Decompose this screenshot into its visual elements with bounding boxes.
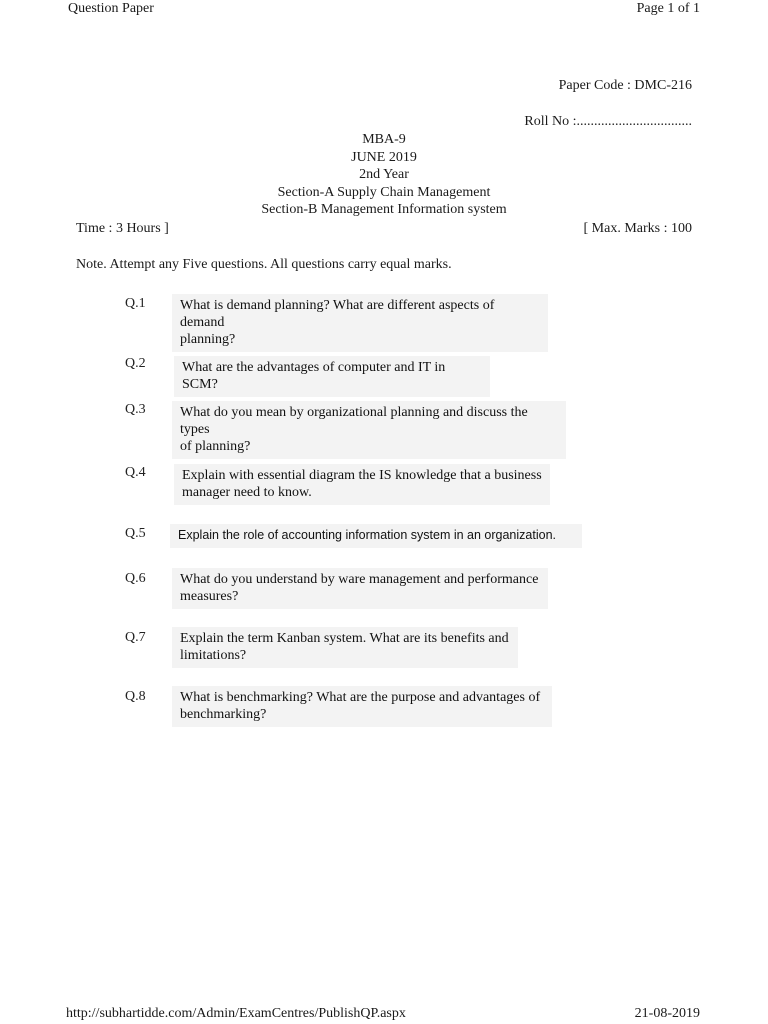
paper-code: Paper Code : DMC-216 — [558, 78, 692, 93]
question-line: manager need to know. — [182, 485, 312, 500]
question-text — [172, 568, 548, 609]
question-line: Explain the role of accounting information system in an organization. — [178, 528, 556, 542]
section-a-title: Section-A Supply Chain Management — [277, 184, 491, 200]
question-number: Q.4 — [125, 465, 146, 480]
question-number: Q.5 — [125, 526, 146, 541]
question-text — [172, 401, 566, 459]
question-number: Q.2 — [125, 356, 146, 371]
question-line: Explain with essential diagram the IS knowledge that a business — [182, 468, 542, 483]
question-text — [170, 524, 582, 548]
time-allowed: Time : 3 Hours ] — [76, 221, 169, 236]
footer-url: http://subhartidde.com/Admin/ExamCentres/PublishQP.aspx — [66, 1006, 406, 1021]
exam-session: JUNE 2019 — [351, 149, 417, 165]
question-text — [174, 464, 550, 505]
question-line: planning? — [180, 332, 236, 347]
question-line: What do you mean by organizational planning and discuss the types — [180, 405, 528, 437]
question-text — [172, 627, 518, 668]
question-line: measures? — [180, 589, 239, 604]
section-b-title: Section-B Management Information system — [261, 202, 507, 217]
question-number: Q.3 — [125, 402, 146, 417]
course-name: MBA-9 — [362, 132, 406, 147]
question-text — [172, 294, 548, 352]
question-line: What is demand planning? What are different aspects of demand — [180, 298, 495, 330]
footer-date: 21-08-2019 — [634, 1006, 700, 1021]
page-number: Page 1 of 1 — [636, 1, 700, 16]
exam-title-block — [0, 131, 768, 219]
question-line: Explain the term Kanban system. What are its benefits and — [180, 631, 509, 646]
question-line: of planning? — [180, 439, 251, 454]
max-marks: [ Max. Marks : 100 — [583, 221, 692, 236]
page-header-title: Question Paper — [68, 1, 154, 16]
question-line: What do you understand by ware management and performance — [180, 572, 539, 587]
instructions-note: Note. Attempt any Five questions. All questions carry equal marks. — [76, 257, 452, 272]
roll-no: Roll No :................................. — [524, 114, 692, 129]
question-number: Q.8 — [125, 689, 146, 704]
exam-year: 2nd Year — [359, 167, 409, 182]
question-text — [172, 686, 552, 727]
question-number: Q.7 — [125, 630, 146, 645]
question-line: limitations? — [180, 648, 247, 663]
question-text — [174, 356, 490, 397]
question-line: What is benchmarking? What are the purpose and advantages of — [180, 690, 541, 705]
question-number: Q.6 — [125, 571, 146, 586]
question-line: benchmarking? — [180, 707, 267, 722]
question-line: What are the advantages of computer and IT in SCM? — [182, 360, 446, 392]
question-number: Q.1 — [125, 296, 146, 311]
